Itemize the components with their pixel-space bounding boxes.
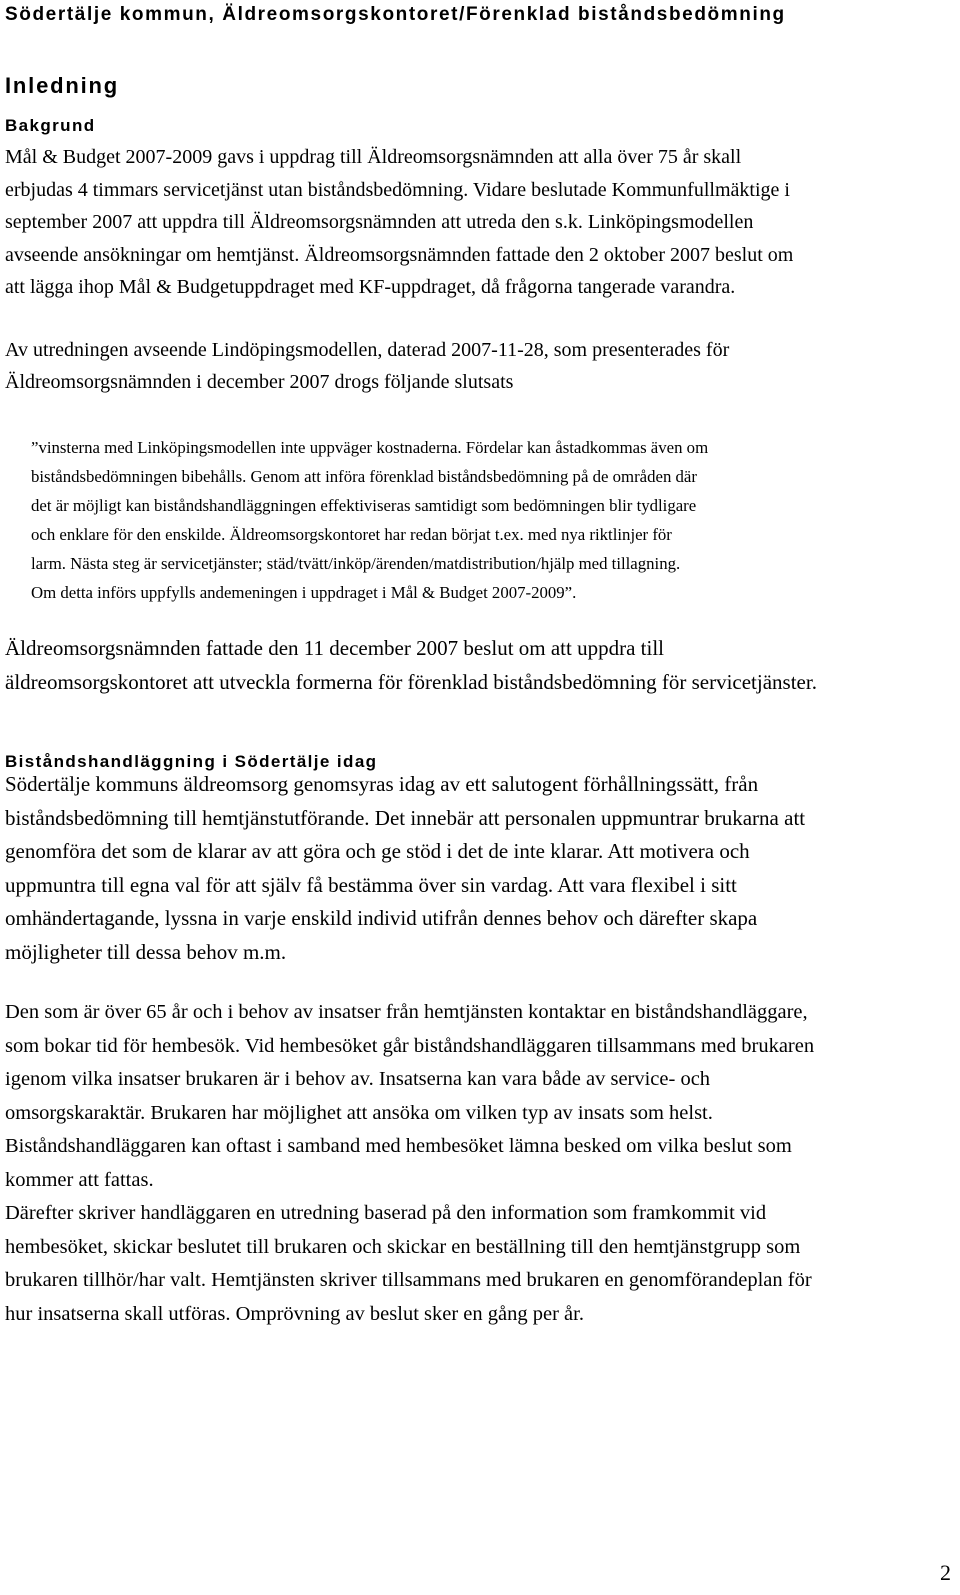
text-line: Äldreomsorgsnämnden i december 2007 drogs följande slutsats <box>5 371 514 393</box>
text-line: hembesöket, skickar beslutet till brukaren och skickar en beställning till den hemtjänstgrupp som <box>5 1235 801 1258</box>
text-line: erbjudas 4 timmars servicetjänst utan biståndsbedömning. Vidare beslutade Kommunfullmäktige i <box>5 178 790 201</box>
quote-line: Om detta införs uppfylls andemeningen i uppdraget i Mål & Budget 2007-2009”. <box>31 583 577 602</box>
text-line: som bokar tid för hembesök. Vid hembesöket går biståndshandläggaren tillsammans med brukaren <box>5 1034 815 1057</box>
text-line: möjligheter till dessa behov m.m. <box>5 939 287 964</box>
text-line: igenom vilka insatser brukaren är i behov av. Insatserna kan vara både av service- och <box>5 1068 711 1090</box>
quote-line: larm. Nästa steg är servicetjänster; städ/tvätt/inköp/ärenden/matdistribution/hjälp med tillagning. <box>31 554 681 573</box>
text-line: Äldreomsorgsnämnden fattade den 11 december 2007 beslut om att uppdra till <box>5 636 664 660</box>
text-line: kommer att fattas. <box>5 1168 154 1191</box>
paragraph-bakgrund <box>5 141 955 304</box>
text-line: uppmuntra till egna val för att själv få bestämma över sin vardag. Att vara flexibel i sitt <box>5 872 737 897</box>
text-line: september 2007 att uppdra till Äldreomsorgsnämnden att utreda den s.k. Linköpingsmodellen <box>5 211 754 233</box>
text-line: Mål & Budget 2007-2009 gavs i uppdrag till Äldreomsorgsnämnden att alla över 75 år skall <box>5 146 742 168</box>
text-line: äldreomsorgskontoret att utveckla formerna för förenklad biståndsbedömning för servicetjänster. <box>5 670 817 694</box>
heading-bistandshandlaggning: Biståndshandläggning i Södertälje idag <box>5 752 378 771</box>
running-header: Södertälje kommun, Äldreomsorgskontoret/Förenklad biståndsbedömning <box>5 4 786 25</box>
quote-line: och enklare för den enskilde. Äldreomsorgskontoret har redan börjat t.ex. med nya riktlinjer för <box>31 525 672 544</box>
text-line: omsorgskaraktär. Brukaren har möjlighet att ansöka om vilken typ av insats som helst. <box>5 1101 713 1124</box>
quote-line: det är möjligt kan biståndshandläggningen effektiviseras samtidigt som bedömningen blir tydligare <box>31 496 697 515</box>
heading-inledning: Inledning <box>5 73 119 98</box>
text-line: att lägga ihop Mål & Budgetuppdraget med KF-uppdraget, då frågorna tangerade varandra. <box>5 276 736 298</box>
text-line: Av utredningen avseende Lindöpingsmodellen, daterad 2007-11-28, som presenterades för <box>5 339 730 361</box>
paragraph-salutogent <box>5 768 955 970</box>
block-quote <box>31 433 931 607</box>
text-line: genomföra det som de klarar av att göra och ge stöd i det de inte klarar. Att motivera och <box>5 839 750 864</box>
paragraph-beslut <box>5 631 955 699</box>
paragraph-handlaggning-process <box>5 996 955 1331</box>
text-line: avseende ansökningar om hemtjänst. Äldreomsorgsnämnden fattade den 2 oktober 2007 beslut om <box>5 243 794 266</box>
text-line: omhändertagande, lyssna in varje enskild individ utifrån dennes behov och därefter skapa <box>5 906 758 931</box>
text-line: brukaren tillhör/har valt. Hemtjänsten skriver tillsammans med brukaren en genomförandeplan för <box>5 1269 812 1291</box>
heading-bakgrund: Bakgrund <box>5 116 96 135</box>
paragraph-utredning <box>5 334 955 398</box>
quote-line: ”vinsterna med Linköpingsmodellen inte uppväger kostnaderna. Fördelar kan åstadkommas även om <box>31 438 709 457</box>
text-line: Den som är över 65 år och i behov av insatser från hemtjänsten kontaktar en biståndshandläggare, <box>5 1001 808 1023</box>
quote-line: biståndsbedömningen bibehålls. Genom att införa förenklad biståndsbedömning på de områden där <box>31 467 697 486</box>
text-line: Därefter skriver handläggaren en utredning baserad på den information som framkommit vid <box>5 1202 767 1224</box>
text-line: hur insatserna skall utföras. Omprövning av beslut sker en gång per år. <box>5 1302 584 1325</box>
text-line: Södertälje kommuns äldreomsorg genomsyras idag av ett salutogent förhållningssätt, från <box>5 772 759 796</box>
text-line: biståndsbedömning till hemtjänstutförande. Det innebär att personalen uppmuntrar brukarna att <box>5 805 806 830</box>
page-number: 2 <box>940 1560 951 1585</box>
text-line: Biståndshandläggaren kan oftast i samband med hembesöket lämna besked om vilka beslut som <box>5 1135 792 1157</box>
